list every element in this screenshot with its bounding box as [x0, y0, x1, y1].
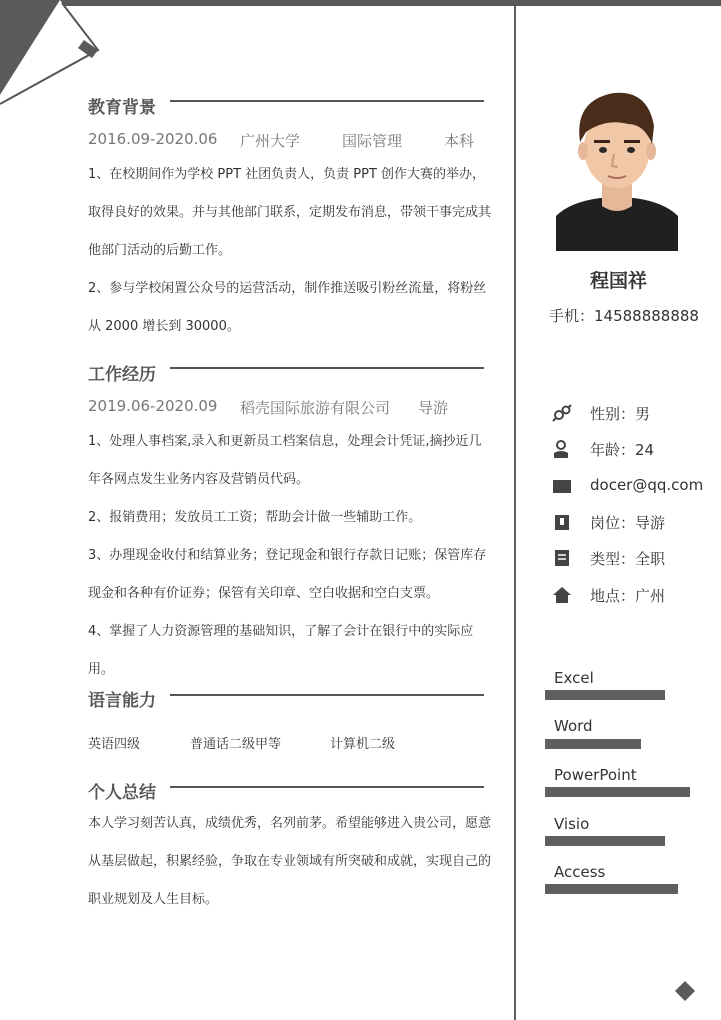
- education-paragraph: 1、在校期间作为学校 PPT 社团负责人，负责 PPT 创作大赛的举办，取得良好的效果。并与其他部门联系，定期发布消息，带领干事完成其他部门活动的后勤工作。: [88, 167, 492, 258]
- age-icon: [552, 439, 572, 459]
- info-age-text: 年龄：24: [590, 441, 655, 459]
- info-gender-text: 性别：男: [590, 405, 651, 423]
- email-icon: [552, 476, 572, 496]
- type-icon: [552, 548, 572, 568]
- info-email-text: docer@qq.com: [590, 476, 704, 494]
- info-location-text: 地点：广州: [590, 587, 666, 605]
- work-paragraph: 3、办理现金收付和结算业务；登记现金和银行存款日记账；保管库存现金和各种有价证券；保管有关印章、空白收据和空白支票。: [88, 548, 487, 601]
- language-item: 英语四级: [88, 737, 141, 752]
- education-title: 教育背景: [88, 98, 156, 118]
- work-rule: [170, 367, 484, 369]
- work-paragraph: 1、处理人事档案,录入和更新员工档案信息，处理会计凭证,摘抄近几年各网点发生业务内容及营销员代码。: [88, 434, 482, 487]
- summary-title: 个人总结: [88, 783, 156, 803]
- info-position-text: 岗位：导游: [590, 514, 666, 532]
- education-school: 广州大学: [240, 132, 301, 150]
- work-paragraph: 4、掌握了人力资源管理的基础知识，了解了会计在银行中的实际应用。: [88, 624, 474, 677]
- skill-bar: [545, 739, 641, 749]
- work-period: 2019.06-2020.09: [88, 397, 218, 415]
- work-title: 工作经历: [88, 365, 156, 385]
- gender-icon: [552, 403, 572, 423]
- profile-phone: 手机：14588888888: [549, 307, 699, 325]
- education-period: 2016.09-2020.06: [88, 130, 218, 148]
- summary-rule: [170, 786, 484, 788]
- profile-name: 程国祥: [589, 270, 647, 292]
- avatar: [556, 88, 678, 251]
- language-item: 计算机二级: [330, 737, 396, 752]
- work-paragraph: 2、报销费用；发放员工工资；帮助会计做一些辅助工作。: [88, 510, 422, 525]
- skill-label: Excel: [554, 669, 594, 687]
- work-position: 导游: [418, 399, 449, 417]
- skill-label: Word: [554, 717, 593, 735]
- skill-bar: [545, 884, 678, 894]
- job-icon: [552, 512, 572, 532]
- skill-bar: [545, 787, 690, 797]
- language-item: 普通话二级甲等: [190, 737, 282, 752]
- skill-label: Access: [554, 863, 606, 881]
- skill-label: Visio: [554, 815, 590, 833]
- info-type-text: 类型：全职: [590, 550, 666, 568]
- skill-bar: [545, 836, 665, 846]
- language-list: [88, 733, 488, 753]
- language-title: 语言能力: [88, 691, 156, 711]
- education-major: 国际管理: [342, 132, 403, 150]
- education-description: [88, 156, 493, 346]
- skill-label: PowerPoint: [554, 766, 637, 784]
- sidebar-divider: [514, 6, 516, 1020]
- education-degree: 本科: [444, 132, 475, 150]
- education-paragraph: 2、参与学校闲置公众号的运营活动，制作推送吸引粉丝流量，将粉丝从 2000 增长到 30000。: [88, 281, 487, 334]
- home-icon: [552, 585, 572, 605]
- skill-bar: [545, 690, 665, 700]
- summary-text: 本人学习刻苦认真，成绩优秀，名列前茅。希望能够进入贵公司，愿意从基层做起，积累经验，争取在专业领域有所突破和成就，实现自己的职业规划及人生目标。: [88, 816, 492, 907]
- corner-diamond: [674, 980, 696, 1002]
- language-rule: [170, 694, 484, 696]
- work-description: [88, 423, 493, 689]
- education-rule: [170, 100, 484, 102]
- work-company: 稻壳国际旅游有限公司: [240, 399, 391, 417]
